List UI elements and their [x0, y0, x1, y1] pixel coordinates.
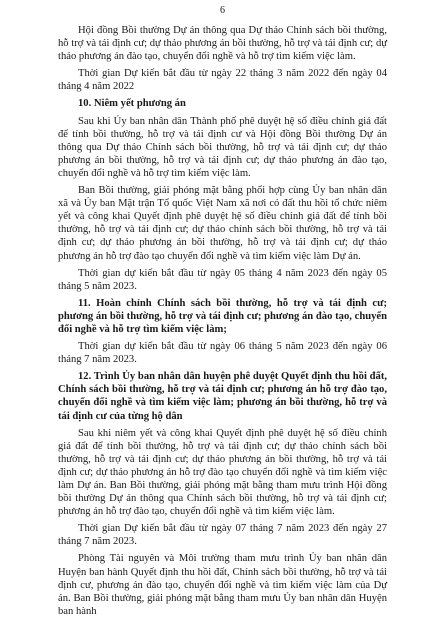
paragraph: Thời gian Dự kiến bắt đầu từ ngày 22 tháng 3 năm 2022 đến ngày 04 tháng 4 năm 2022: [58, 68, 387, 93]
paragraph: Hội đồng Bồi thường Dự án thông qua Dự thảo Chính sách bồi thường, hỗ trợ và tái định cư; dự thảo phương án bồi thường, hỗ trợ và tái định cư; dự thảo phương án đào tạo, chuyển đổi nghề và hỗ trợ tìm kiếm việc làm.: [58, 25, 387, 63]
paragraph: Phòng Tài nguyên và Môi trường tham mưu trình Ủy ban nhân dân Huyện ban hành Quyết định thu hồi đất, Chính sách bồi thường, hỗ trợ và tái định cư, phương án đào tạo, chuyển đổi nghề và tìm kiếm việc làm của Dự án. Ban Bồi thường, giải phóng mặt bằng tham mưu Ủy ban nhân dân Huyện ban hành: [58, 553, 387, 617]
paragraph: Thời gian Dự kiến bắt đầu từ ngày 07 tháng 7 năm 2023 đến ngày 27 tháng 7 năm 2023.: [58, 523, 387, 548]
section-heading: 12. Trình Ủy ban nhân dân huyện phê duyệt Quyết định thu hồi đất, Chính sách bồi thường, hỗ trợ và tái định cư; phương án hỗ trợ đào tạo, chuyển đổi nghề và tìm kiếm việc làm; phương án bồi thường, hỗ trợ và tái định cư của từng hộ dân: [58, 371, 387, 422]
paragraph: Thời gian dự kiến bắt đầu từ ngày 06 tháng 5 năm 2023 đến ngày 06 tháng 7 năm 2023.: [58, 341, 387, 366]
paragraph: Thời gian dự kiến bắt đầu từ ngày 05 tháng 4 năm 2023 đến ngày 05 tháng 5 năm 2023.: [58, 267, 387, 292]
paragraph: Sau khi Ủy ban nhân dân Thành phố phê duyệt hệ số điều chỉnh giá đất để tính bồi thường, hỗ trợ và tái định cư và Hội đồng Bồi thường Dự án thông qua Dự thảo Chính sách bồi thường, hỗ trợ và tái định cư; dự thảo phương án bồi thường, hỗ trợ và tái định cư; dự thảo phương án đào tạo, chuyển đổi nghề và hỗ trợ tìm kiếm việc làm.: [58, 115, 387, 179]
paragraph: Ban Bồi thường, giải phóng mặt bằng phối hợp cùng Ủy ban nhân dân xã và Ủy ban Mặt trận Tổ quốc Việt Nam xã nơi có đất thu hồi tổ chức niêm yết và công khai Quyết định phê duyệt hệ số điều chỉnh giá đất để tính bồi thường, hỗ trợ và tái định cư; dự thảo chính sách bồi thường, hỗ trợ và tái định cư; dự thảo phương án bồi thường, hỗ trợ và tái định cư; dự thảo phương án hỗ trợ đào tạo chuyển đổi nghề và tìm kiếm việc làm Dự án.: [58, 185, 387, 262]
section-heading: 11. Hoàn chỉnh Chính sách bồi thường, hỗ trợ và tái định cư; phương án bồi thường, hỗ trợ và tái định cư; phương án đào tạo, chuyển đổi nghề và hỗ trợ tìm kiếm việc làm;: [58, 297, 387, 335]
page-number: 6: [220, 5, 225, 16]
section-heading: 10. Niêm yết phương án: [78, 98, 186, 110]
paragraph: Sau khi niêm yết và công khai Quyết định phê duyệt hệ số điều chỉnh giá đất để tính bồi thường, hỗ trợ và tái định cư; dự thảo chính sách bồi thường, hỗ trợ và tái định cư; dự thảo phương án bồi thường, hỗ trợ và tái định cư; dự thảo phương án hỗ trợ đào tạo chuyển đổi nghề và tìm kiếm việc làm Dự án. Ban Bồi thường, giải phóng mặt bằng tham mưu trình Hội đồng bồi thường Dự án thông qua Chính sách bồi thường, hỗ trợ và tái định cư; phương án hỗ trợ đào tạo, chuyển đổi nghề và tìm kiếm việc làm.: [58, 427, 387, 518]
